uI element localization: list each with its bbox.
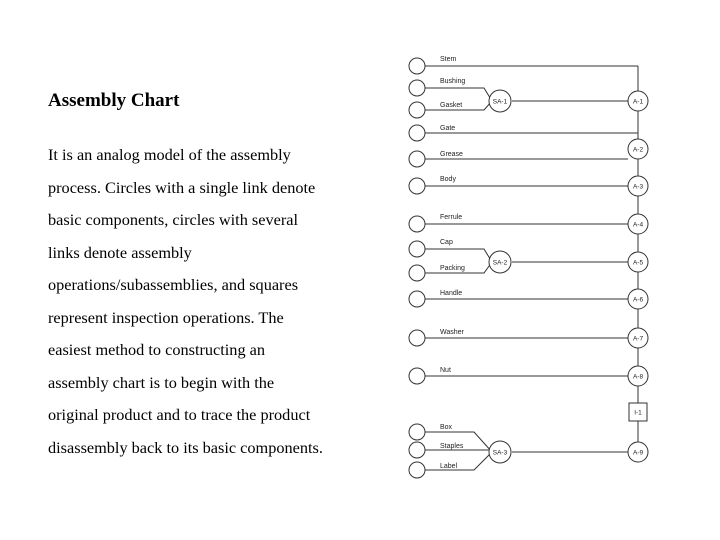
- operation-label-a6: A-6: [632, 296, 644, 304]
- subassembly-label-sa1: SA-1: [492, 98, 508, 106]
- component-circle-grease: [409, 151, 425, 167]
- component-circle-cap: [409, 241, 425, 257]
- component-label-ferrule: Ferrule: [440, 214, 463, 221]
- component-circle-stem: [409, 58, 425, 74]
- component-label-gate: Gate: [440, 125, 456, 132]
- paragraph-line: easiest method to constructing an: [48, 340, 266, 359]
- component-label-washer: Washer: [440, 329, 464, 336]
- component-circle-handle: [409, 291, 425, 307]
- inspection-label-i1: I-1: [634, 409, 642, 417]
- component-labels: [440, 56, 465, 470]
- subassembly-label-sa2: SA-2: [492, 259, 508, 267]
- component-label-nut: Nut: [440, 367, 451, 374]
- assembly-chart-diagram: [385, 48, 665, 488]
- operation-label-a1: A-1: [632, 98, 644, 106]
- slide-title: Assembly Chart: [48, 90, 180, 111]
- operation-label-a9: A-9: [632, 449, 644, 457]
- component-circle-label: [409, 462, 425, 478]
- component-circle-nut: [409, 368, 425, 384]
- component-label-box: Box: [440, 424, 453, 431]
- component-label-body: Body: [440, 176, 456, 183]
- operation-label-a7: A-7: [632, 335, 644, 343]
- component-circle-packing: [409, 265, 425, 281]
- component-circle-box: [409, 424, 425, 440]
- operation-label-a8: A-8: [632, 373, 644, 381]
- component-circle-body: [409, 178, 425, 194]
- operation-label-a3: A-3: [632, 183, 644, 191]
- component-circle-staples: [409, 442, 425, 458]
- component-label-gasket: Gasket: [440, 102, 463, 109]
- component-circle-gasket: [409, 102, 425, 118]
- paragraph-line: basic components, circles with several: [48, 210, 299, 229]
- component-circle-bushing: [409, 80, 425, 96]
- component-label-packing: Packing: [440, 265, 465, 272]
- component-label-bushing: Bushing: [440, 78, 466, 85]
- link-bushing: [425, 88, 492, 101]
- slide-paragraph: [48, 139, 398, 464]
- paragraph-line: It is an analog model of the assembly: [48, 145, 291, 164]
- operation-label-a4: A-4: [632, 221, 644, 229]
- paragraph-line: original product and to trace the product: [48, 405, 311, 424]
- component-label-handle: Handle: [440, 290, 463, 297]
- subassembly-label-sa3: SA-3: [492, 449, 508, 457]
- component-label-stem: Stem: [440, 56, 457, 63]
- component-label-grease: Grease: [440, 151, 463, 158]
- paragraph-line: assembly chart is to begin with the: [48, 372, 275, 392]
- paragraph-line: process. Circles with a single link denote: [48, 177, 316, 197]
- link-cap: [425, 249, 492, 262]
- component-circles: [409, 58, 425, 478]
- subassembly-nodes: [489, 90, 511, 463]
- paragraph-line: operations/subassemblies, and squares: [48, 275, 299, 294]
- operation-label-a5: A-5: [632, 259, 644, 267]
- component-label-label: Label: [440, 463, 458, 470]
- operation-label-a2: A-2: [632, 146, 644, 154]
- link-label: [425, 452, 492, 470]
- paragraph-line: links denote assembly: [48, 242, 192, 262]
- component-circle-washer: [409, 330, 425, 346]
- component-label-cap: Cap: [440, 239, 453, 246]
- component-label-staples: Staples: [440, 443, 464, 450]
- paragraph-line: disassembly back to its basic components.: [48, 437, 323, 457]
- component-circle-gate: [409, 125, 425, 141]
- paragraph-line: represent inspection operations. The: [48, 307, 284, 327]
- component-circle-ferrule: [409, 216, 425, 232]
